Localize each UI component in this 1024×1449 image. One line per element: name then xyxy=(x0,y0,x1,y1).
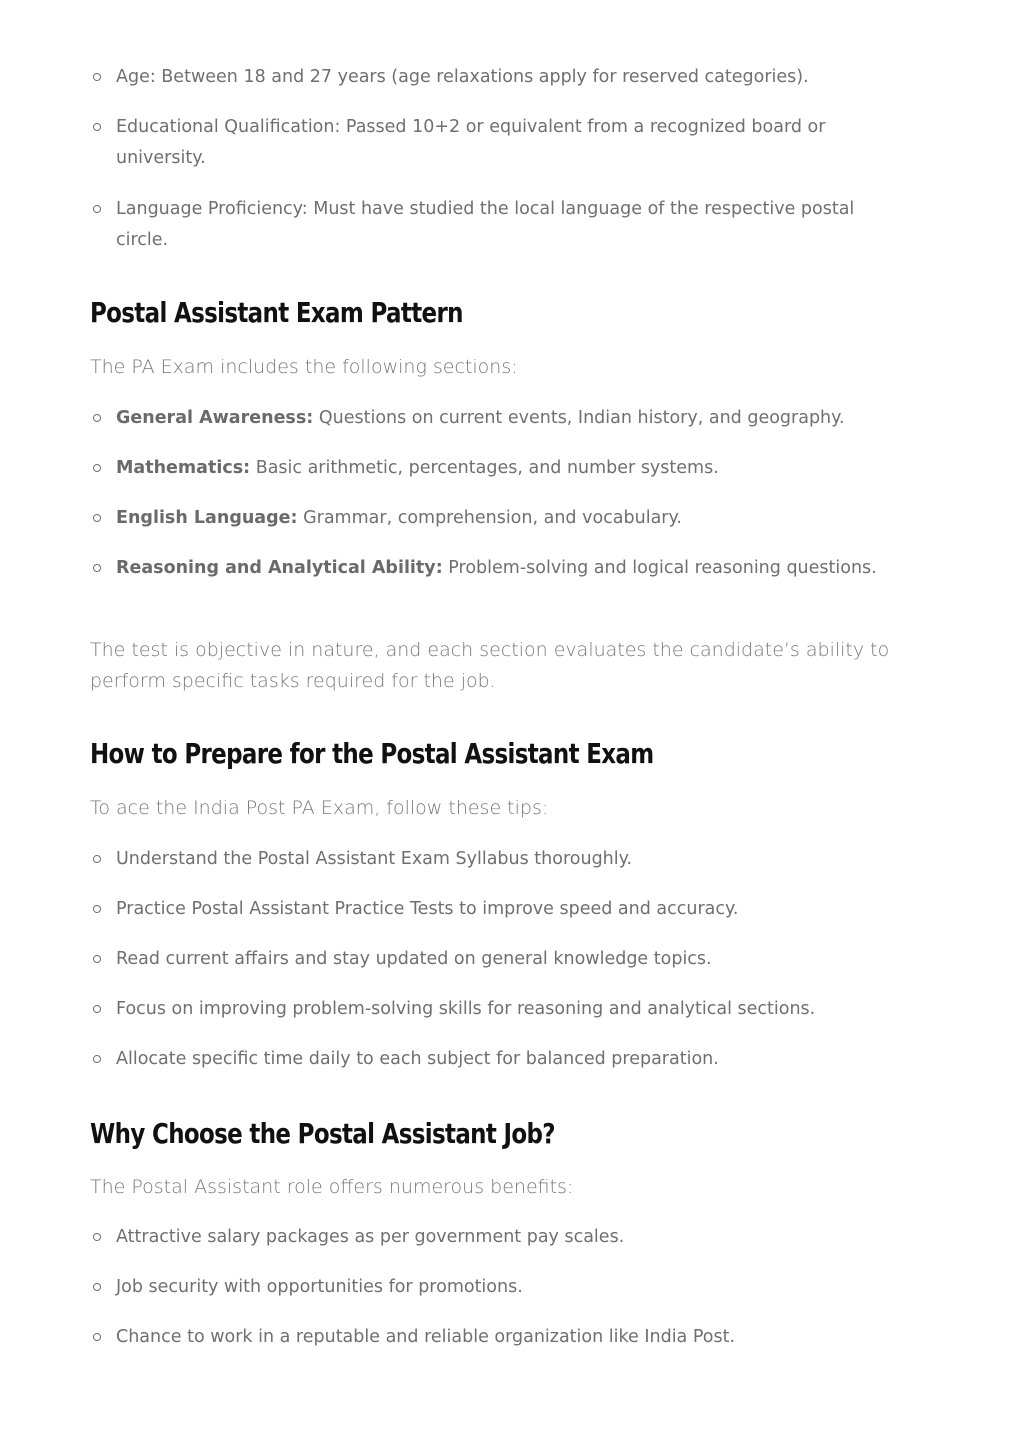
list-item: Focus on improving problem-solving skills for reasoning and analytical sections. xyxy=(90,994,890,1025)
list-item xyxy=(90,403,890,434)
eligibility-list xyxy=(90,62,890,275)
list-item: Age: Between 18 and 27 years (age relaxations apply for reserved categories). xyxy=(90,62,890,93)
list-item-term: General Awareness: xyxy=(116,408,314,428)
list-item xyxy=(90,453,890,484)
list-item: Attractive salary packages as per government pay scales. xyxy=(90,1222,890,1253)
list-item: Read current affairs and stay updated on general knowledge topics. xyxy=(90,944,890,975)
list-item: Understand the Postal Assistant Exam Syllabus thoroughly. xyxy=(90,844,890,875)
exam-pattern-list xyxy=(90,403,890,603)
section-heading-preparation: How to Prepare for the Postal Assistant Exam xyxy=(90,737,654,770)
list-item: Practice Postal Assistant Practice Tests to improve speed and accuracy. xyxy=(90,894,890,925)
exam-pattern-intro: The PA Exam includes the following sections: xyxy=(90,356,518,378)
exam-pattern-closing: The test is objective in nature, and each section evaluates the candidate’s ability to perform specific tasks required for the job. xyxy=(90,639,890,692)
list-item: Allocate specific time daily to each subject for balanced preparation. xyxy=(90,1044,890,1075)
list-item: Educational Qualification: Passed 10+2 or equivalent from a recognized board or university. xyxy=(90,112,890,174)
list-item: Language Proficiency: Must have studied the local language of the respective postal circle. xyxy=(90,194,890,256)
section-heading-exam-pattern: Postal Assistant Exam Pattern xyxy=(90,296,463,329)
why-choose-list xyxy=(90,1222,890,1372)
list-item-desc: Basic arithmetic, percentages, and number systems. xyxy=(250,458,719,478)
list-item-term: Mathematics: xyxy=(116,458,251,478)
why-choose-intro: The Postal Assistant role offers numerous benefits: xyxy=(90,1176,574,1198)
list-item-term: English Language: xyxy=(116,508,298,528)
list-item xyxy=(90,553,890,584)
list-item xyxy=(90,503,890,534)
preparation-intro: To ace the India Post PA Exam, follow these tips: xyxy=(90,797,549,819)
list-item-desc: Problem-solving and logical reasoning questions. xyxy=(442,558,877,578)
list-item-term: Reasoning and Analytical Ability: xyxy=(116,558,443,578)
list-item: Chance to work in a reputable and reliable organization like India Post. xyxy=(90,1322,890,1353)
list-item-desc: Questions on current events, Indian history, and geography. xyxy=(313,408,845,428)
list-item: Job security with opportunities for promotions. xyxy=(90,1272,890,1303)
section-heading-why-choose: Why Choose the Postal Assistant Job? xyxy=(90,1117,555,1150)
list-item-desc: Grammar, comprehension, and vocabulary. xyxy=(297,508,682,528)
preparation-list xyxy=(90,844,890,1094)
